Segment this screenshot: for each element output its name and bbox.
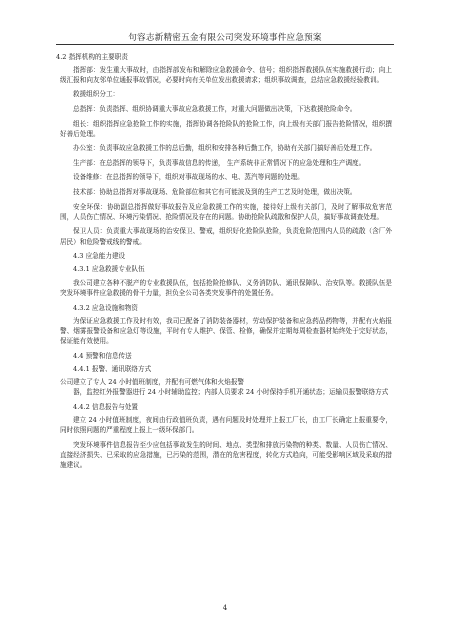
body-paragraph: 我公司建立各种不脱产的专业救援队伍，包括抢险抢修队、义务消防队、通讯保障队、治安队等。救援队伍是突发环境事件应急救援的骨干力量，担负全公司各类突发事件的处置任务。 <box>60 278 392 297</box>
section-heading: 4.4 预警和信息传送 <box>73 351 132 360</box>
body-paragraph: 总指挥：负责指挥、组织协调重大事故应急救援工作，对重大问题做出决策，下达救援抢险命令。 <box>73 104 357 113</box>
page-number: 4 <box>222 604 228 612</box>
body-paragraph: 办公室：负责事故应急救援工作的总后勤，组织和安排各种后勤工作，协助有关部门搞好善后处理工作。 <box>73 144 377 153</box>
body-paragraph: 突发环境事件信息报告至少应包括事故发生的时间、地点、类型和排放污染物的种类、数量、人员伤亡情况、直接经济损失、已采取的应急措施，已污染的范围，潜在的危害程度，转化方式趋向，可能受影响区域及采取的措施建议。 <box>60 441 392 470</box>
subsection-heading: 4.4.2 信息报告与处置 <box>73 402 139 411</box>
subsection-heading: 4.4.1 报警、通讯联络方式 <box>73 364 152 373</box>
body-paragraph: 安全环保：协助副总指挥做好事故报告及应急救援工作的实施，接待好上级有关部门，及时了解事故危害范围，人员伤亡情况、环境污染情况、抢险情况及存在的问题。协助抢险队疏散和保护人员，搞好事故调查处理。 <box>60 202 392 221</box>
subsection-heading: 4.3.1 应急救援专业队伍 <box>73 265 145 274</box>
header-rule <box>56 44 394 45</box>
section-heading: 4.3 应急能力建设 <box>73 252 126 261</box>
body-paragraph: 技术部：协助总指挥对事故现场、危险部位和其它有可能波及到的生产工艺及时处理，做出决策。 <box>73 188 357 197</box>
body-paragraph: 救援组织分工： <box>73 90 120 99</box>
body-paragraph: 组长：组织指挥应急抢险工作的实施，指挥协调各抢险队的抢险工作，向上级有关部门报告抢险情况，组织撰好善后处理。 <box>60 119 392 138</box>
body-paragraph: 保卫人员：负责重大事故现场的治安保卫、警戒，组织好化抢险队抢险，负责危险范围内人员的疏散（含厂外居民）和危险警戒线的警戒。 <box>60 227 392 246</box>
body-paragraph: 器，监控红外报警器进行 24 小时辅助监控；内部人员要求 24 小时保持手机开通状态；运输员报警联络方式 <box>73 388 389 397</box>
subsection-heading: 4.3.2 应急设施和物资 <box>73 303 139 312</box>
body-paragraph: 公司建立了专人 24 小时值班制度，并配有可燃气体和火焰报警 <box>60 378 245 387</box>
section-heading: 4.2 指挥机构的主要职责 <box>56 53 128 61</box>
page-header: 句容志新精密五金有限公司突发环境事件应急预案 <box>128 33 322 43</box>
document-body <box>56 52 392 475</box>
body-paragraph: 指挥部：发生重大事故时，由指挥部发布和解除应急救援命令、信号；组织指挥救援队伍实施救援行动；向上级汇报和向友邻单位通报事故情况，必要时向有关单位发出救援请求；组织事故调查，总结应急救援经验教训。 <box>60 65 392 84</box>
body-paragraph: 生产部：在总指挥的领导下，负责事故信息的传递， 生产系统非正常情况下的应急处理和生产调度。 <box>73 158 366 167</box>
body-paragraph: 建立 24 小时值班制度，夜间由行政值班负责，遇有问题及时处理并上报工厂长，由工厂长确定上报重要令，同时依照问题的严重程度上报上一级环保部门。 <box>60 416 392 435</box>
body-paragraph: 设备维修：在总指挥的领导下，组织对事故现场的水、电、蒸汽等问题的处理。 <box>73 173 304 182</box>
body-paragraph: 为保证应急救援工作及时有效，我司已配备了消防装备器材，劳动保护装备和应急药品药物等，并配有火焰报警、烟雾报警设备和应急灯等设施，平时有专人维护、保管、检修，确保并定期每周检查器材始终处于完好状态，保证能有效使用。 <box>60 316 392 345</box>
